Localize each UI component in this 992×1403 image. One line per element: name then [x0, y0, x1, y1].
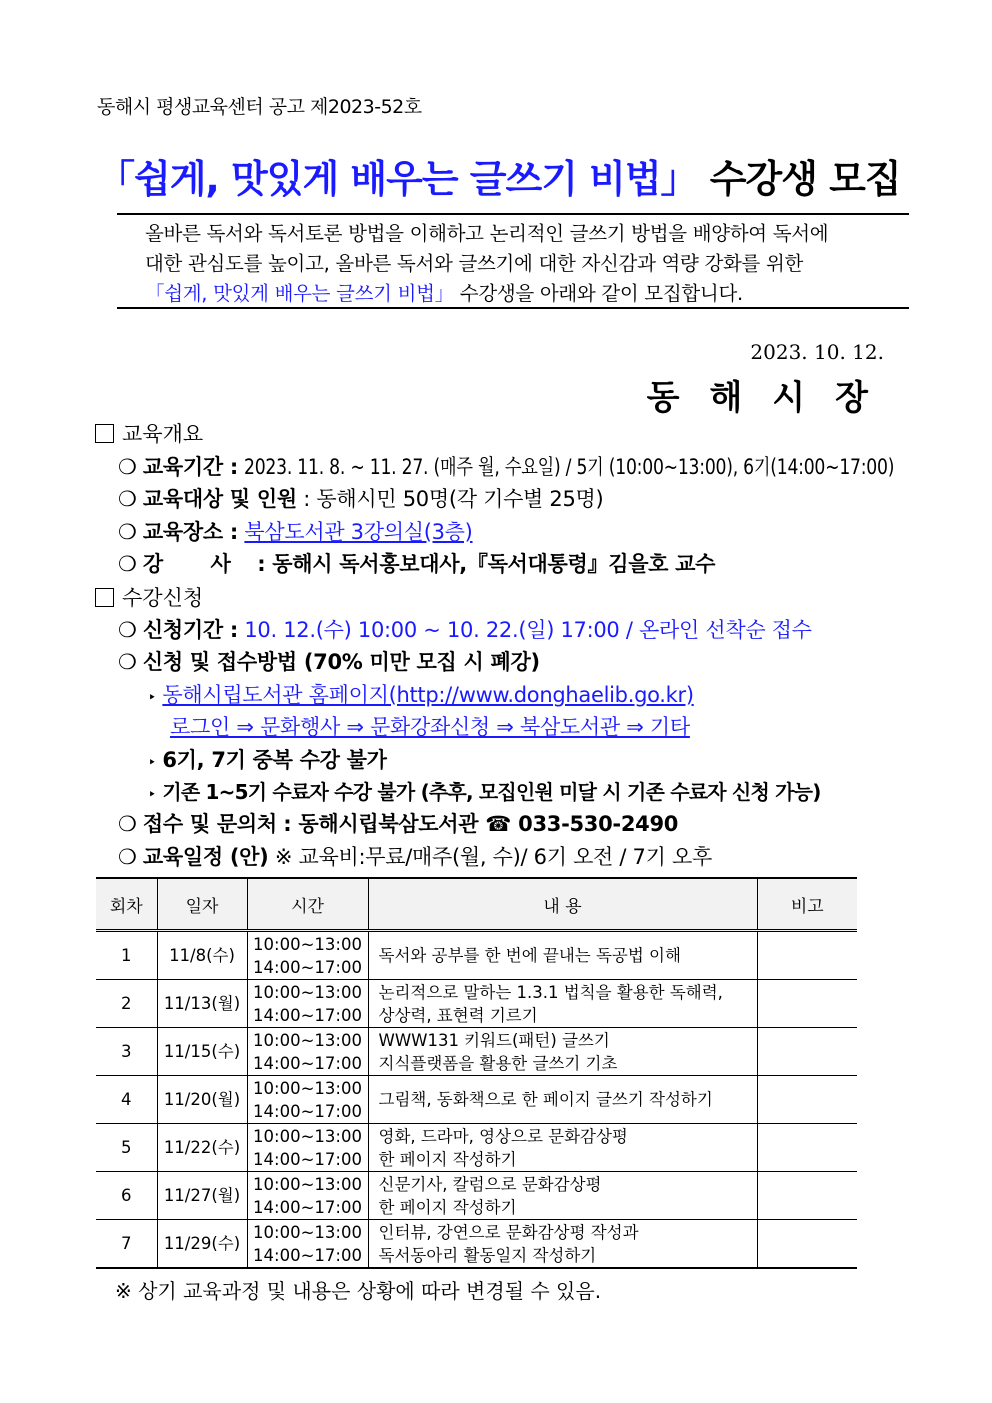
header-note: 비고: [757, 878, 857, 931]
triangle-bullet-icon: ‣: [148, 787, 156, 803]
circle-bullet-icon: ❍: [118, 845, 137, 869]
cell-content: 신문기사, 칼럼으로 문화감상평 한 페이지 작성하기: [368, 1172, 757, 1220]
cell-date: 11/20(월): [157, 1076, 247, 1124]
method-link-item: [148, 679, 694, 709]
method-path-text: 로그인 ⇒ 문화행사 ⇒ 문화강좌신청 ⇒ 북삼도서관 ⇒ 기타: [170, 715, 690, 739]
schedule-label: 교육일정 (안): [142, 845, 269, 869]
section-apply-heading: 수강신청: [95, 582, 203, 612]
cell-time: 10:00~13:00 14:00~17:00: [247, 931, 368, 980]
cell-note: [757, 1172, 857, 1220]
cell-note: [757, 1028, 857, 1076]
period-label: 교육기간 :: [142, 455, 238, 479]
intro-line-1: 올바른 독서와 독서토론 방법을 이해하고 논리적인 글쓰기 방법을 배양하여 독서에: [145, 222, 829, 245]
lecturer-item: [118, 548, 715, 578]
contact-value: : 동해시립북삼도서관 ☎ 033-530-2490: [283, 812, 679, 836]
cell-session: 5: [96, 1124, 157, 1172]
circle-bullet-icon: ❍: [118, 618, 137, 642]
schedule-table: [96, 877, 857, 1269]
place-value: 북삼도서관 3강의실(3층): [244, 520, 473, 544]
cell-time: 10:00~13:00 14:00~17:00: [247, 1124, 368, 1172]
cell-content: 인터뷰, 강연으로 문화감상평 작성과 독서동아리 활동일지 작성하기: [368, 1220, 757, 1269]
circle-bullet-icon: ❍: [118, 520, 137, 544]
table-row: [96, 1076, 857, 1124]
notice-date: 2023. 10. 12.: [750, 340, 884, 364]
triangle-bullet-icon: ‣: [148, 690, 156, 706]
schedule-item: [118, 841, 712, 871]
place-item: [118, 516, 473, 546]
cell-content: 영화, 드라마, 영상으로 문화감상평 한 페이지 작성하기: [368, 1124, 757, 1172]
triangle-bullet-icon: ‣: [148, 755, 156, 771]
note1-text: 6기, 7기 중복 수강 불가: [162, 748, 387, 772]
note2-item: [148, 776, 821, 805]
header-time: 시간: [247, 878, 368, 931]
cell-session: 4: [96, 1076, 157, 1124]
intro-line-2: 대한 관심도를 높이고, 올바른 독서와 글쓰기에 대한 자신감과 역량 강화를 위한: [145, 252, 804, 275]
cell-note: [757, 931, 857, 980]
intro-box: [117, 213, 909, 309]
page-title: [97, 148, 901, 203]
schedule-note: ※ 교육비:무료/매주(월, 수)/ 6기 오전 / 7기 오후: [274, 845, 712, 869]
contact-label: 접수 및 문의처: [142, 812, 277, 836]
cell-date: 11/13(월): [157, 980, 247, 1028]
cell-session: 6: [96, 1172, 157, 1220]
table-row: [96, 1124, 857, 1172]
library-homepage-link[interactable]: 동해시립도서관 홈페이지(http://www.donghaelib.go.kr): [162, 683, 694, 707]
section-overview-heading: 교육개요: [95, 418, 203, 448]
footnote: ※ 상기 교육과정 및 내용은 상황에 따라 변경될 수 있음.: [115, 1279, 602, 1303]
lecturer-label: 강 사: [142, 552, 251, 576]
cell-time: 10:00~13:00 14:00~17:00: [247, 1220, 368, 1269]
table-row: [96, 931, 857, 980]
cell-content: 논리적으로 말하는 1.3.1 법칙을 활용한 독해력, 상상력, 표현력 기르기: [368, 980, 757, 1028]
cell-content: 독서와 공부를 한 번에 끝내는 독공법 이해: [368, 931, 757, 980]
checkbox-square-icon: [95, 424, 114, 443]
circle-bullet-icon: ❍: [118, 487, 137, 511]
target-label: 교육대상 및 인원: [142, 487, 297, 511]
checkbox-square-icon: [95, 588, 114, 607]
cell-note: [757, 1220, 857, 1269]
apply-item: [118, 614, 812, 644]
method-path: [170, 711, 690, 741]
cell-date: 11/27(월): [157, 1172, 247, 1220]
period-item: [118, 451, 992, 481]
table-row: [96, 980, 857, 1028]
method-label: 신청 및 접수방법 (70% 미만 모집 시 폐강): [142, 650, 540, 674]
circle-bullet-icon: ❍: [118, 812, 137, 836]
apply-label: 신청기간 :: [142, 618, 238, 642]
table-row: [96, 1220, 857, 1269]
title-program: 「쉽게, 맛있게 배우는 글쓰기 비법」: [97, 157, 698, 201]
intro-program: 「쉽게, 맛있게 배우는 글쓰기 비법」: [145, 282, 454, 305]
apply-value: 10. 12.(수) 10:00 ~ 10. 22.(일) 17:00 / 온라인 선착순 접수: [244, 618, 812, 642]
table-row: [96, 1172, 857, 1220]
table-row: [96, 1028, 857, 1076]
header-session: 회차: [96, 878, 157, 931]
note1-item: [148, 744, 387, 774]
cell-time: 10:00~13:00 14:00~17:00: [247, 1076, 368, 1124]
circle-bullet-icon: ❍: [118, 650, 137, 674]
cell-date: 11/8(수): [157, 931, 247, 980]
target-value: : 동해시민 50명(각 기수별 25명): [303, 487, 604, 511]
cell-session: 2: [96, 980, 157, 1028]
title-suffix: 수강생 모집: [709, 157, 901, 201]
cell-note: [757, 980, 857, 1028]
cell-date: 11/29(수): [157, 1220, 247, 1269]
period-value: 2023. 11. 8. ~ 11. 27. (매주 월, 수요일) / 5기 (10:00~13:00), 6기(14:00~17:00): [244, 455, 895, 479]
header-content: 내 용: [368, 878, 757, 931]
target-item: [118, 483, 603, 513]
circle-bullet-icon: ❍: [118, 455, 137, 479]
notice-number: 동해시 평생교육센터 공고 제2023-52호: [97, 96, 422, 118]
cell-session: 3: [96, 1028, 157, 1076]
cell-time: 10:00~13:00 14:00~17:00: [247, 980, 368, 1028]
cell-date: 11/15(수): [157, 1028, 247, 1076]
cell-note: [757, 1076, 857, 1124]
contact-item: [118, 808, 678, 838]
intro-rest: 수강생을 아래와 같이 모집합니다.: [459, 282, 743, 305]
table-header-row: [96, 878, 857, 931]
issuer: 동해시장: [646, 378, 898, 418]
cell-content: WWW131 키워드(패턴) 글쓰기 지식플랫폼을 활용한 글쓰기 기초: [368, 1028, 757, 1076]
cell-time: 10:00~13:00 14:00~17:00: [247, 1172, 368, 1220]
cell-session: 1: [96, 931, 157, 980]
place-label: 교육장소 :: [142, 520, 238, 544]
intro-line-3: [145, 278, 743, 306]
cell-date: 11/22(수): [157, 1124, 247, 1172]
header-date: 일자: [157, 878, 247, 931]
note2-text: 기존 1~5기 수료자 수강 불가 (추후, 모집인원 미달 시 기존 수료자 신청 가능): [162, 780, 821, 804]
cell-session: 7: [96, 1220, 157, 1269]
cell-content: 그림책, 동화책으로 한 페이지 글쓰기 작성하기: [368, 1076, 757, 1124]
circle-bullet-icon: ❍: [118, 552, 137, 576]
cell-time: 10:00~13:00 14:00~17:00: [247, 1028, 368, 1076]
method-item: [118, 646, 540, 676]
lecturer-value: : 동해시 독서홍보대사,『독서대통령』김을호 교수: [257, 552, 716, 576]
cell-note: [757, 1124, 857, 1172]
